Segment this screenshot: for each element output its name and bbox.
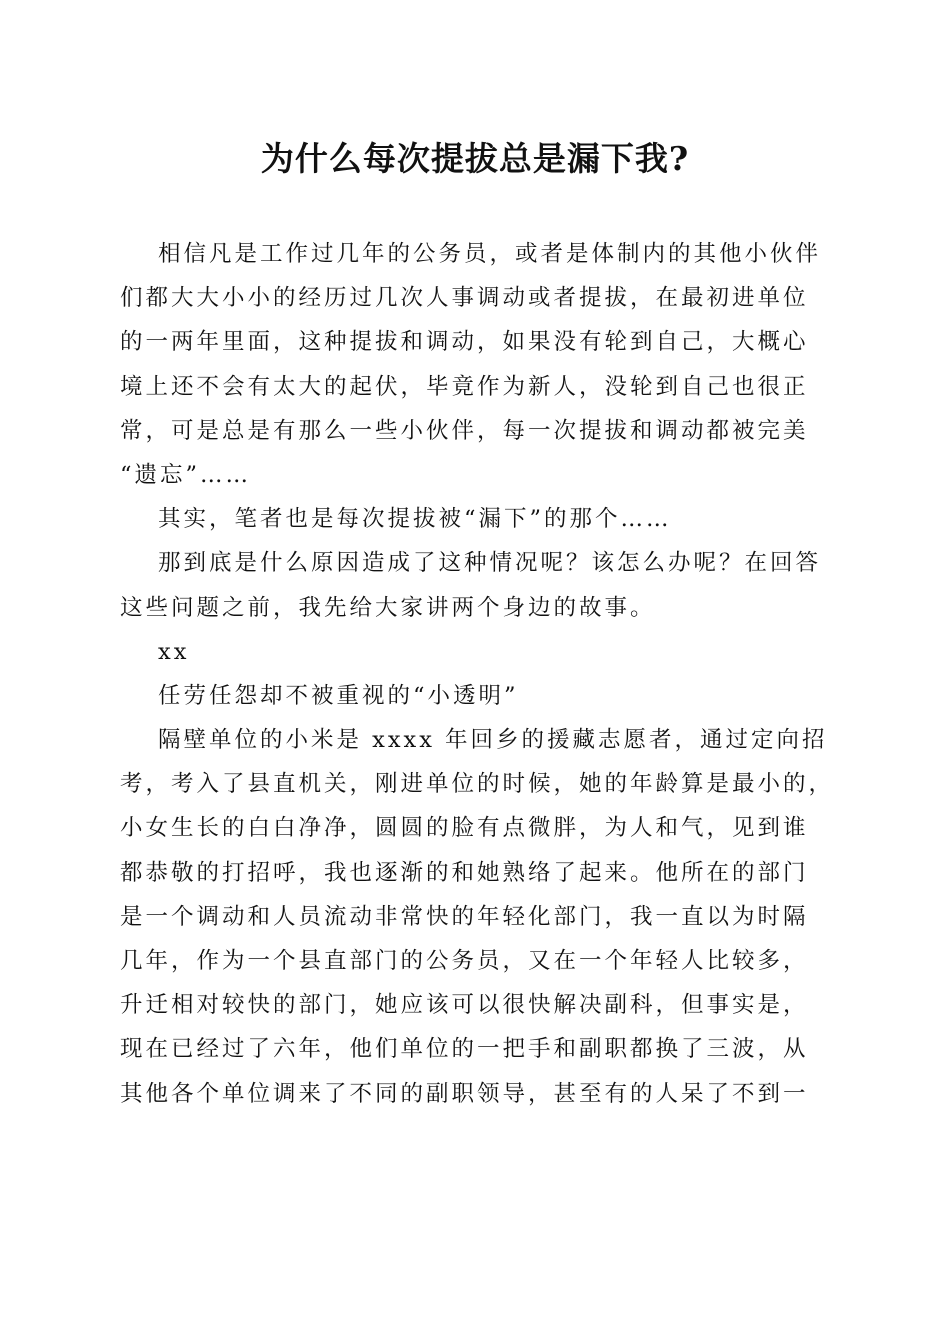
paragraph-line: 都恭敬的打招呼，我也逐渐的和她熟络了起来。他所在的部门 bbox=[120, 859, 809, 886]
paragraph-line: 其实，笔者也是每次提拔被“漏下”的那个…… bbox=[158, 506, 672, 533]
paragraph-line: 的一两年里面，这种提拔和调动，如果没有轮到自己，大概心 bbox=[120, 329, 809, 356]
paragraph-line: 常，可是总是有那么一些小伙伴，每一次提拔和调动都被完美 bbox=[120, 417, 809, 444]
paragraph-line: 升迁相对较快的部门，她应该可以很快解决副科，但事实是， bbox=[120, 992, 809, 1019]
section-marker: xx bbox=[158, 638, 190, 665]
paragraph-line: 们都大大小小的经历过几次人事调动或者提拔，在最初进单位 bbox=[120, 285, 809, 312]
paragraph-line: 现在已经过了六年，他们单位的一把手和副职都换了三波，从 bbox=[120, 1036, 809, 1063]
paragraph-line: 其他各个单位调来了不同的副职领导，甚至有的人呆了不到一 bbox=[120, 1080, 809, 1107]
paragraph-line: 几年，作为一个县直部门的公务员，又在一个年轻人比较多， bbox=[120, 948, 809, 974]
paragraph-line: 考，考入了县直机关，刚进单位的时候，她的年龄算是最小的， bbox=[120, 771, 835, 798]
paragraph-line: 小女生长的白白净净，圆圆的脸有点微胖，为人和气，见到谁 bbox=[120, 815, 809, 842]
paragraph-line: 隔壁单位的小米是 xxxx 年回乡的援藏志愿者，通过定向招 bbox=[158, 727, 828, 754]
paragraph-line: 是一个调动和人员流动非常快的年轻化部门，我一直以为时隔 bbox=[120, 903, 809, 930]
document-body bbox=[120, 232, 835, 1116]
paragraph-line: 境上还不会有太大的起伏，毕竟作为新人，没轮到自己也很正 bbox=[120, 373, 809, 400]
paragraph-line: 那到底是什么原因造成了这种情况呢？该怎么办呢？在回答 bbox=[158, 550, 822, 577]
paragraph-line: 相信凡是工作过几年的公务员，或者是体制内的其他小伙伴 bbox=[158, 241, 822, 267]
document-title: 为什么每次提拔总是漏下我? bbox=[260, 139, 690, 178]
paragraph-line: “遗忘”…… bbox=[120, 461, 252, 488]
section-heading: 任劳任怨却不被重视的“小透明” bbox=[158, 682, 519, 709]
paragraph-line: 这些问题之前，我先给大家讲两个身边的故事。 bbox=[120, 594, 656, 621]
